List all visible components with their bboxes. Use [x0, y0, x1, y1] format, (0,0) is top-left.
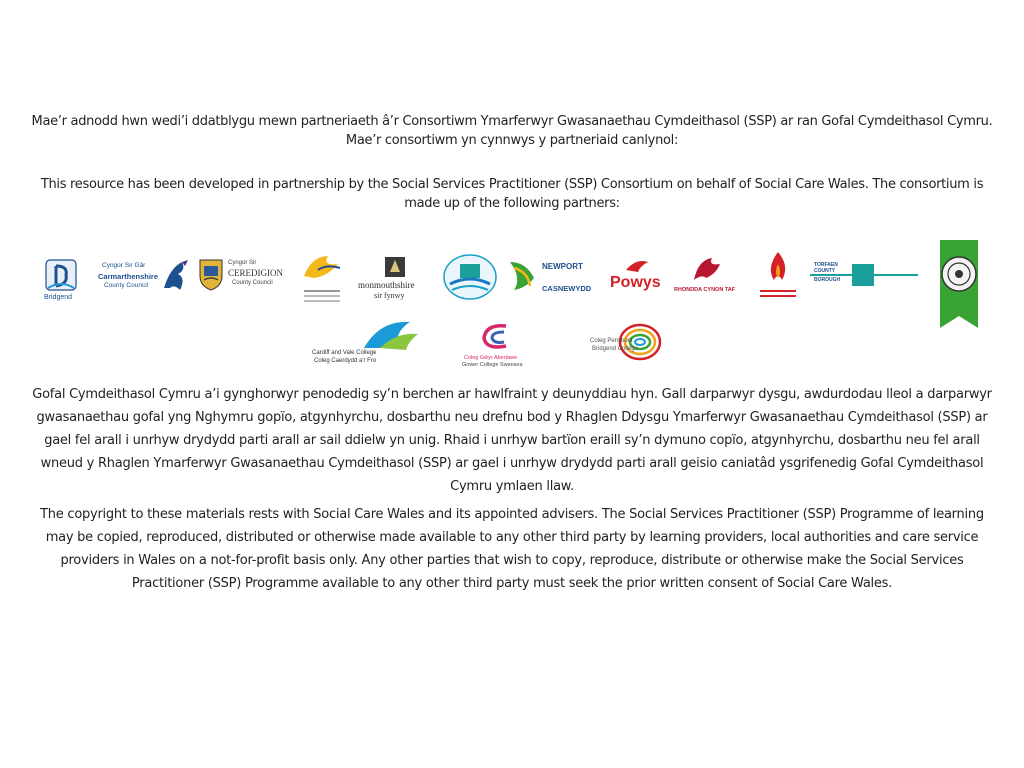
- ribbon-crest-logo: [936, 240, 982, 330]
- ceredigion-line3: County Council: [232, 280, 273, 286]
- torfaen-line3: BOROUGH: [814, 277, 841, 283]
- newport-line1: NEWPORT: [542, 262, 583, 271]
- intro-welsh: Mae’r adnodd hwn wedi’i ddatblygu mewn partneriaeth â’r Consortiwm Ymarferwyr Gwasanaethau Cymdeithasol (SSP) ar ran Gofal Cymdeithasol Cymru. Mae’r consortiwm yn cynnwys y partneriaid canlynol:: [31, 114, 993, 148]
- flame-icon: [762, 250, 794, 286]
- newport-logo: [508, 258, 600, 298]
- gower-college-logo: [460, 322, 538, 370]
- monmouthshire-logo: [358, 256, 432, 304]
- bridgend-label: Bridgend: [44, 294, 73, 301]
- newport-leaf-icon: [508, 258, 540, 294]
- intro-english: This resource has been developed in partnership by the Social Services Practitioner (SSP) Consortium on behalf of Social Care Wales. The consortium is made up of the following partners:: [40, 177, 984, 211]
- bridgend-college-line2: Bridgend College: [592, 346, 639, 352]
- green-ribbon-crest-icon: [936, 240, 982, 330]
- rhondda-dragon-icon: [688, 252, 728, 284]
- torfaen-logo: [810, 260, 918, 292]
- council-bird-logo: [298, 250, 346, 308]
- swansea-logo: [754, 250, 802, 304]
- gower-line1: Coleg Gŵyr Abertawe: [464, 355, 518, 361]
- cardiff-vale-college-logo: [310, 318, 424, 368]
- dragon-icon: [160, 258, 190, 296]
- round-council-logo: [442, 252, 498, 302]
- cardiff-vale-swoosh-icon: [360, 318, 420, 354]
- torfaen-line2: COUNTY: [814, 268, 836, 274]
- cardiff-vale-line1: Cardiff and Vale College: [312, 350, 377, 356]
- ceredigion-line1: Cyngor Sir: [228, 260, 257, 266]
- powys-kite-icon: [624, 258, 650, 274]
- rhondda-label: RHONDDA CYNON TAF: [674, 287, 736, 293]
- ceredigion-line2: CEREDIGION: [228, 268, 283, 278]
- carmarthenshire-line2: Carmarthenshire: [98, 272, 159, 281]
- torfaen-line1: TORFAEN: [814, 262, 838, 268]
- partner-logos: [32, 240, 992, 330]
- monmouthshire-emblem-icon: [384, 256, 406, 278]
- copyright-english: The copyright to these materials rests with Social Care Wales and its appointed advisers. The Social Services Practitioner (SSP) Programme of learning may be copied, reproduced, distributed or otherwise made available to any other third party by learning providers, local authorities and care service providers in Wales on a not-for-profit basis only. Any other parties that wish to copy, reproduce, distribute or otherwise make the Social Services Practitioner (SSP) Programme available to any other third party must seek the prior written consent of Social Care Wales.: [40, 507, 984, 591]
- rhondda-logo: [672, 252, 744, 298]
- carmarthenshire-line1: Cyngor Sir Gâr: [102, 262, 146, 269]
- carmarthenshire-logo: [98, 258, 188, 300]
- ceredigion-crest-icon: [198, 258, 224, 292]
- torfaen-emblem-icon: [852, 264, 874, 286]
- ceredigion-logo: [198, 258, 288, 298]
- powys-logo: [610, 258, 666, 298]
- monmouthshire-line1: monmouthshire: [358, 280, 415, 290]
- bridgend-college-line1: Coleg Penybont: [590, 338, 633, 344]
- round-emblem-icon: [442, 252, 498, 302]
- powys-label: Powys: [610, 274, 661, 291]
- bridgend-college-logo: [590, 320, 666, 368]
- monmouthshire-line2: sir fynwy: [374, 291, 405, 300]
- bridgend-logo: [38, 254, 84, 306]
- cardiff-vale-line2: Coleg Caerdydd a'r Fro: [314, 358, 377, 364]
- gower-swirl-icon: [478, 322, 512, 352]
- newport-line2: CASNEWYDD: [542, 284, 592, 293]
- yellow-bird-icon: [298, 250, 346, 290]
- copyright-welsh: Gofal Cymdeithasol Cymru a’i gynghorwyr penodedig sy’n berchen ar hawlfraint y deunyddiau hyn. Gall darparwyr dysgu, awdurdodau lleol a darparwyr gwasanaethau gofal yng Nghymru gopïo, atgynhyrchu, dosbarthu neu drefnu bod y Rhaglen Ddysgu Ymarferwyr Gwasanaethau Cymdeithasol (SSP) ar gael fel arall i unrhyw drydydd parti arall ar sail ddielw yn unig. Rhaid i unrhyw bartïon eraill sy’n dymuno copïo, atgynhyrchu, dosbarthu neu fel arall wneud y Rhaglen Ymarferwyr Gwasanaethau Cymdeithasol (SSP) ar gael i unrhyw drydydd parti arall geisio caniatâd ysgrifenedig Gofal Cymdeithasol Cymru ymlaen llaw.: [32, 387, 992, 494]
- carmarthenshire-line3: County Council: [104, 282, 149, 289]
- gower-line2: Gower College Swansea: [462, 362, 523, 368]
